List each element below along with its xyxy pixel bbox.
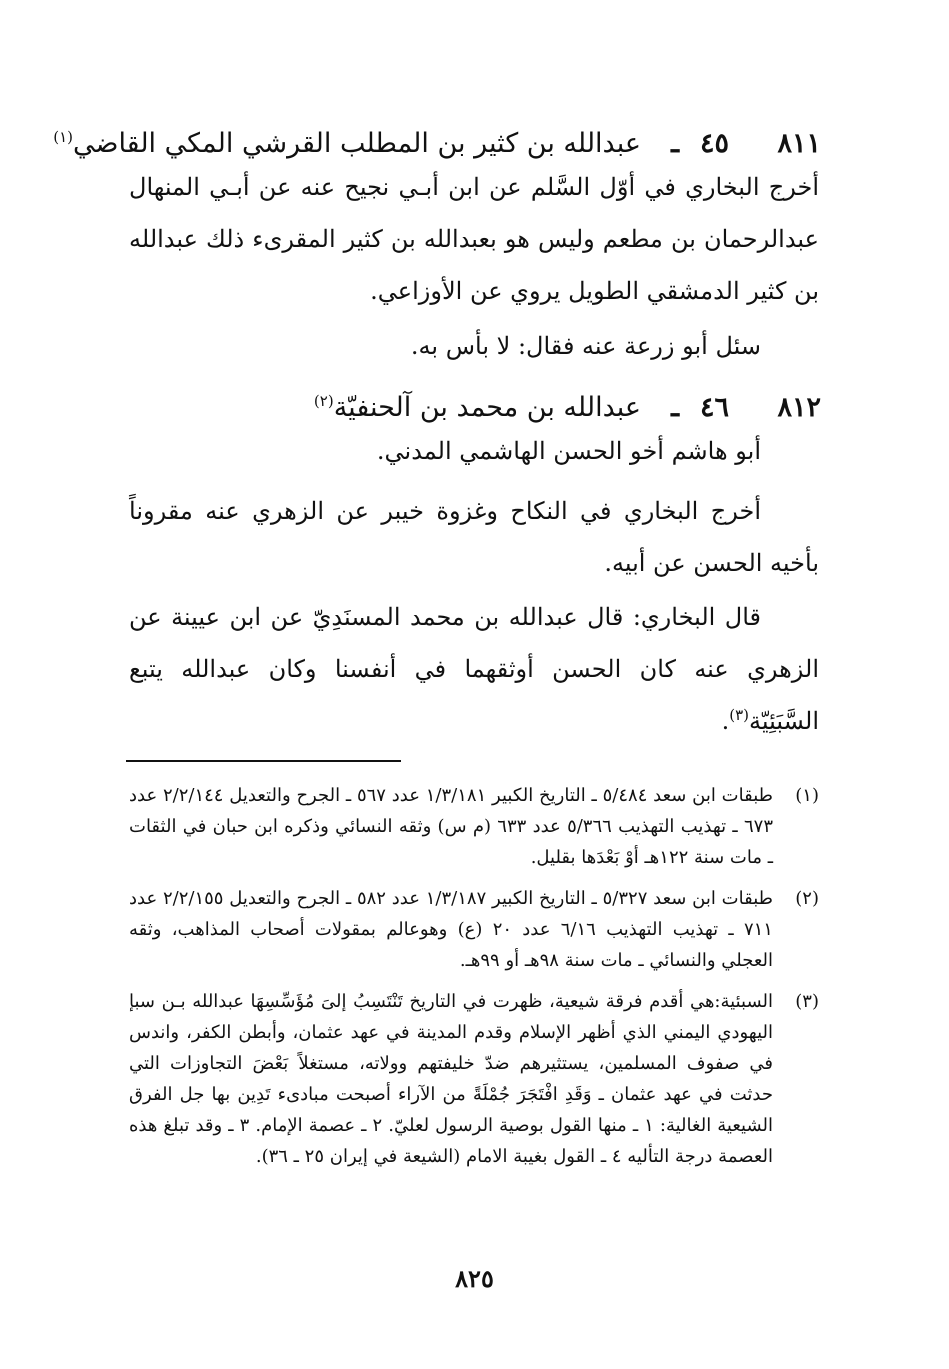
paragraph-end: .: [721, 707, 730, 735]
entry-paragraph: [129, 591, 819, 747]
entry-paragraph: سئل أبو زرعة عنه فقال: لا بأس به.: [410, 332, 761, 360]
entry-number: ٨١١: [777, 128, 821, 159]
footnote-ref[interactable]: (٢): [313, 392, 334, 410]
page-number: ٨٢٥: [455, 1264, 494, 1293]
entry-sub-number: ٤٥: [699, 128, 729, 159]
entry-dash: ـ: [671, 128, 679, 159]
footnote-mark: (١): [795, 785, 819, 806]
footnote-text: السبئية:هي أقدم فرقة شيعية، ظهرت في التاريخ تَنْتَسِبُ إلىَ مُؤَسِّسِهَا عبدالله بـن سبإ اليهودي اليمني الذي أظهر الإسلام وقدم المدينة في عهد عثمان، وأبطن الكفر، واندس في صفوف المسلمين، يستثيرهم ضدّ خليفتهم وولاته، مستغلاً بَعْضَ التجاوزات التي حدثت في عهد عثمان ـ وَقَدِ افْتَجَرَ جُمْلَةً من الآراء أصبحت مبادىء تَدِين بها جل الفرق الشيعية الغالية: ١ ـ منها القول بوصية الرسول لعليّ. ٢ ـ عصمة الإمام. ٣ ـ وقد تبلغ هذه العصمة درجة التأليه ٤ ـ القول بغيبة الامام (الشيعة في إيران ٢٥ ـ ٣٦).: [129, 991, 774, 1167]
narrator-name: عبدالله بن كثير بن المطلب القرشي المكي القاضي: [73, 128, 641, 159]
footnote-separator: [126, 760, 401, 762]
footnote-1: [129, 780, 819, 873]
footnote-ref[interactable]: (٣): [729, 706, 750, 724]
entry-dash: ـ: [671, 392, 679, 423]
footnote-text: طبقات ابن سعد ٥/٤٨٤ ـ التاريخ الكبير ١/٣/١٨١ عدد ٥٦٧ ـ الجرح والتعديل ٢/٢/١٤٤ عدد ٦٧٣ ـ تهذيب التهذيب ٥/٣٦٦ عدد ٦٣٣ (م س) وثقه النسائي وذكره ابن حبان في الثقات ـ مات سنة ١٢٢هـ أوْ بَعْدَها بقليل.: [129, 785, 773, 868]
paragraph-text: قال البخاري: قال عبدالله بن محمد المسنَدِيّ عن ابن عيينة عن الزهري عنه كان الحسن أوثقهما في أنفسنا وكان عبدالله يتبع السَّبَئِيّة: [129, 603, 819, 735]
entry-paragraph: أخرج البخاري في أوّل السَّلم عن ابن أبـي نجيح عنه عن أبـي المنهال عبدالرحمان بن مطعم وليس هو بعبدالله بن كثير المقرىء ذلك عبدالله بن كثير الدمشقي الطويل يروي عن الأوزاعي.: [129, 173, 819, 305]
footnote-2: [129, 883, 819, 976]
entry-paragraph: أبو هاشم أخو الحسن الهاشمي المدني.: [376, 437, 761, 465]
narrator-name: عبدالله بن محمد بن آلحنفيّة: [333, 392, 641, 423]
entry-sub-number: ٤٦: [699, 392, 729, 423]
footnote-mark: (٢): [795, 888, 819, 909]
footnote-text: طبقات ابن سعد ٥/٣٢٧ ـ التاريخ الكبير ١/٣/١٨٧ عدد ٥٨٢ ـ الجرح والتعديل ٢/٢/١٥٥ عدد ٧١١ ـ تهذيب التهذيب ٦/١٦ عدد ٢٠ (ع) وهوعالم بمقولات أصحاب المذاهب، وثقه العجلي والنسائي ـ مات سنة ٩٨هـ أو ٩٩هـ.: [129, 888, 773, 971]
footnote-mark: (٣): [795, 991, 819, 1012]
footnote-ref[interactable]: (١): [53, 128, 74, 146]
entry-number: ٨١٢: [777, 392, 821, 423]
footnote-3: [129, 986, 819, 1172]
entry-paragraph: أخرج البخاري في النكاح وغزوة خيبر عن الزهري عنه مقروناً بأخيه الحسن عن أبيه.: [129, 497, 819, 577]
